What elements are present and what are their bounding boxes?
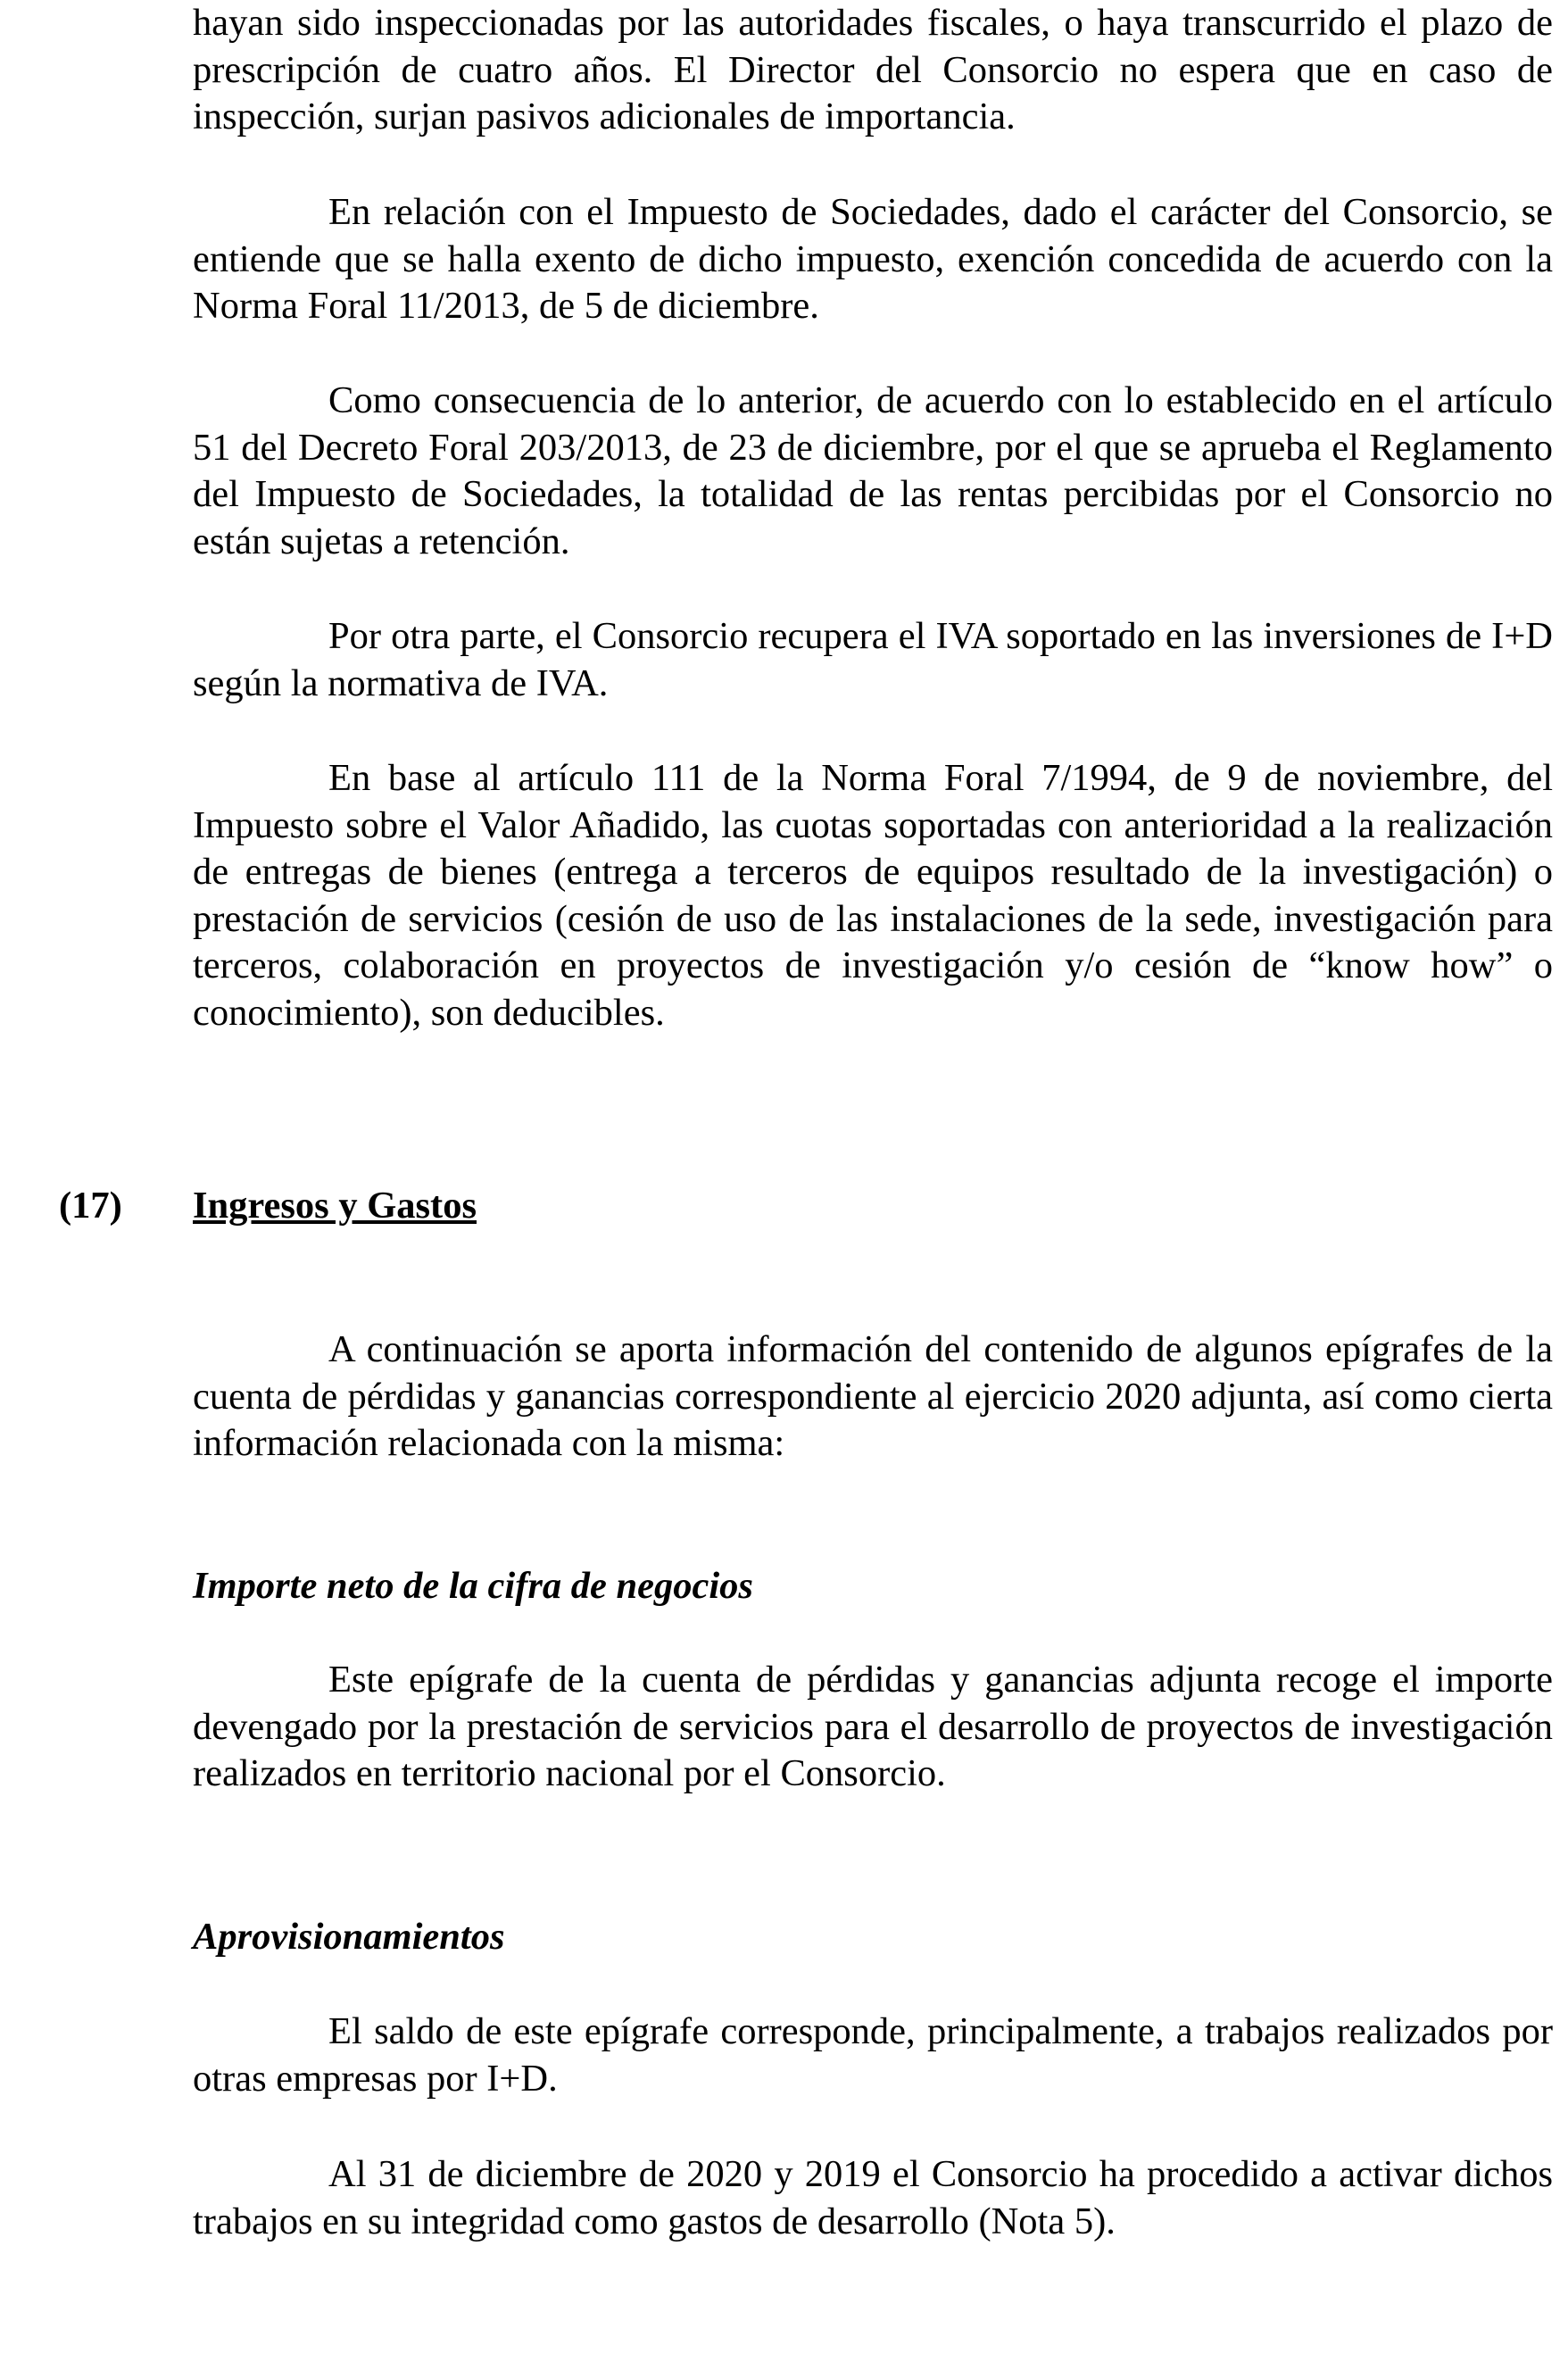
- section-number: (17): [59, 1185, 122, 1227]
- paragraph-withholding: Como consecuencia de lo anterior, de acuerdo con lo establecido en el artículo 51 del Decreto Foral 203/2013, de 23 de diciembre, por el que se aprueba el Reglamento del Impuesto de Sociedades, la totalidad de las rentas percibidas por el Consorcio no están sujetas a retención.: [193, 379, 1553, 562]
- paragraph-tax-inspection: hayan sido inspeccionadas por las autoridades fiscales, o haya transcurrido el plazo de prescripción de cuatro años. El Director del Consorcio no espera que en caso de inspección, surjan pasivos adicionales de importancia.: [193, 2, 1553, 137]
- paragraph-vat-deductible: En base al artículo 111 de la Norma Foral 7/1994, de 9 de noviembre, del Impuesto sobre el Valor Añadido, las cuotas soportadas con anterioridad a la realización de entregas de bienes (entrega a terceros de equipos resultado de la investigación) o prestación de servicios (cesión de uso de las instalaciones de la sede, investigación para terceros, colaboración en proyectos de investigación y/o cesión de “know how” o conocimiento), son deducibles.: [193, 757, 1553, 1034]
- paragraph-vat-recovery: Por otra parte, el Consorcio recupera el IVA soportado en las inversiones de I+D según la normativa de IVA.: [193, 615, 1553, 704]
- paragraph-corporate-tax: En relación con el Impuesto de Sociedades, dado el carácter del Consorcio, se entiende que se halla exento de dicho impuesto, exención concedida de acuerdo con la Norma Foral 11/2013, de 5 de diciembre.: [193, 191, 1553, 327]
- section-intro: A continuación se aporta información del contenido de algunos epígrafes de la cuenta de pérdidas y ganancias correspondiente al ejercicio 2020 adjunta, así como cierta información relacionada con la misma:: [193, 1328, 1553, 1464]
- subheading-procurements: Aprovisionamientos: [193, 1916, 505, 1958]
- paragraph-procurements-balance: El saldo de este epígrafe corresponde, principalmente, a trabajos realizados por otras empresas por I+D.: [193, 2010, 1553, 2100]
- paragraph-procurements-capitalized: Al 31 de diciembre de 2020 y 2019 el Consorcio ha procedido a activar dichos trabajos en su integridad como gastos de desarrollo (Nota 5).: [193, 2153, 1553, 2242]
- subheading-net-turnover: Importe neto de la cifra de negocios: [193, 1565, 753, 1607]
- section-title: Ingresos y Gastos: [193, 1185, 477, 1227]
- paragraph-net-turnover: Este epígrafe de la cuenta de pérdidas y ganancias adjunta recoge el importe devengado por la prestación de servicios para el desarrollo de proyectos de investigación realizados en territorio nacional por el Consorcio.: [193, 1659, 1553, 1794]
